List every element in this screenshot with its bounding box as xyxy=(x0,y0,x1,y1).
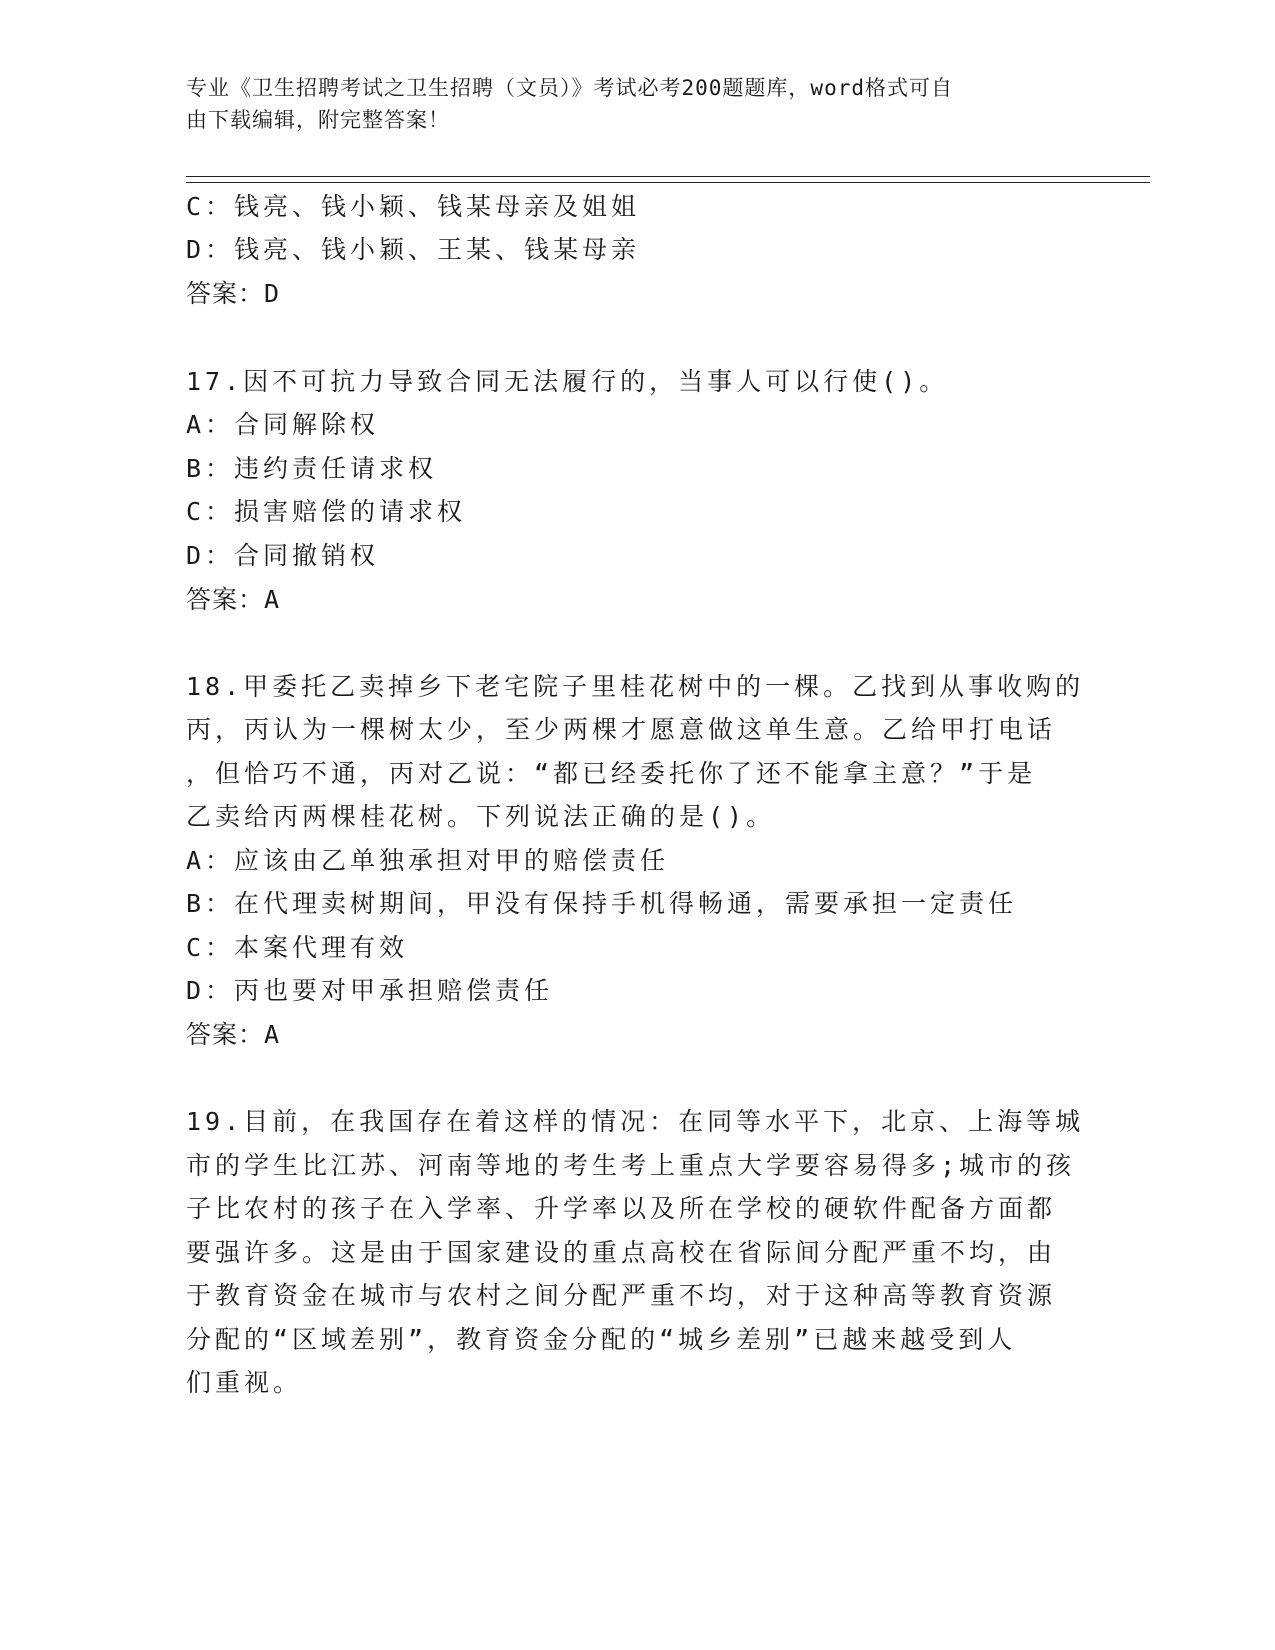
q18-stem-line-4: 乙卖给丙两棵桂花树。下列说法正确的是()。 xyxy=(186,802,776,831)
document-header xyxy=(186,72,1066,136)
q18-option-a: A：应该由乙单独承担对甲的赔偿责任 xyxy=(186,846,670,875)
header-divider-bottom xyxy=(186,182,1150,183)
q18-stem-line-3: ，但恰巧不通，丙对乙说：“都已经委托你了还不能拿主意？”于是 xyxy=(186,759,1037,788)
q19-stem-line-4: 要强许多。这是由于国家建设的重点高校在省际间分配严重不均，由 xyxy=(186,1238,1057,1267)
q19-stem-line-3: 子比农村的孩子在入学率、升学率以及所在学校的硬软件配备方面都 xyxy=(186,1194,1057,1223)
q18-option-c: C：本案代理有效 xyxy=(186,933,409,962)
q17-option-a: A：合同解除权 xyxy=(186,410,380,439)
header-line-1: 专业《卫生招聘考试之卫生招聘（文员）》考试必考200题题库，word格式可自 xyxy=(186,76,953,100)
q17-answer: 答案：A xyxy=(186,585,281,614)
q19-stem-line-6: 分配的“区域差别”，教育资金分配的“城乡差别”已越来越受到人 xyxy=(186,1325,1017,1354)
q19-stem-line-5: 于教育资金在城市与农村之间分配严重不均，对于这种高等教育资源 xyxy=(186,1281,1057,1310)
q17-stem: 17.因不可抗力导致合同无法履行的，当事人可以行使()。 xyxy=(186,367,949,396)
q16-option-c: C：钱亮、钱小颖、钱某母亲及姐姐 xyxy=(186,192,641,221)
q18-option-d: D：丙也要对甲承担赔偿责任 xyxy=(186,976,554,1005)
q17-option-c: C：损害赔偿的请求权 xyxy=(186,497,467,526)
q18-stem-line-2: 丙，丙认为一棵树太少，至少两棵才愿意做这单生意。乙给甲打电话 xyxy=(186,715,1057,744)
q17-option-d: D：合同撤销权 xyxy=(186,541,380,570)
q17-option-b: B：违约责任请求权 xyxy=(186,454,438,483)
q18-option-b: B：在代理卖树期间，甲没有保持手机得畅通，需要承担一定责任 xyxy=(186,889,1018,918)
q19-stem-line-2: 市的学生比江苏、河南等地的考生考上重点大学要容易得多;城市的孩 xyxy=(186,1151,1076,1180)
header-divider-top xyxy=(186,176,1150,177)
q18-answer: 答案：A xyxy=(186,1020,281,1049)
q19-stem-line-1: 19.目前，在我国存在着这样的情况：在同等水平下，北京、上海等城 xyxy=(186,1107,1085,1136)
q18-stem-line-1: 18.甲委托乙卖掉乡下老宅院子里桂花树中的一棵。乙找到从事收购的 xyxy=(186,672,1085,701)
q16-option-d: D：钱亮、钱小颖、王某、钱某母亲 xyxy=(186,235,641,264)
q19-stem-line-7: 们重视。 xyxy=(186,1368,303,1397)
header-line-2: 由下载编辑，附完整答案！ xyxy=(186,108,450,132)
q16-answer: 答案：D xyxy=(186,279,281,308)
